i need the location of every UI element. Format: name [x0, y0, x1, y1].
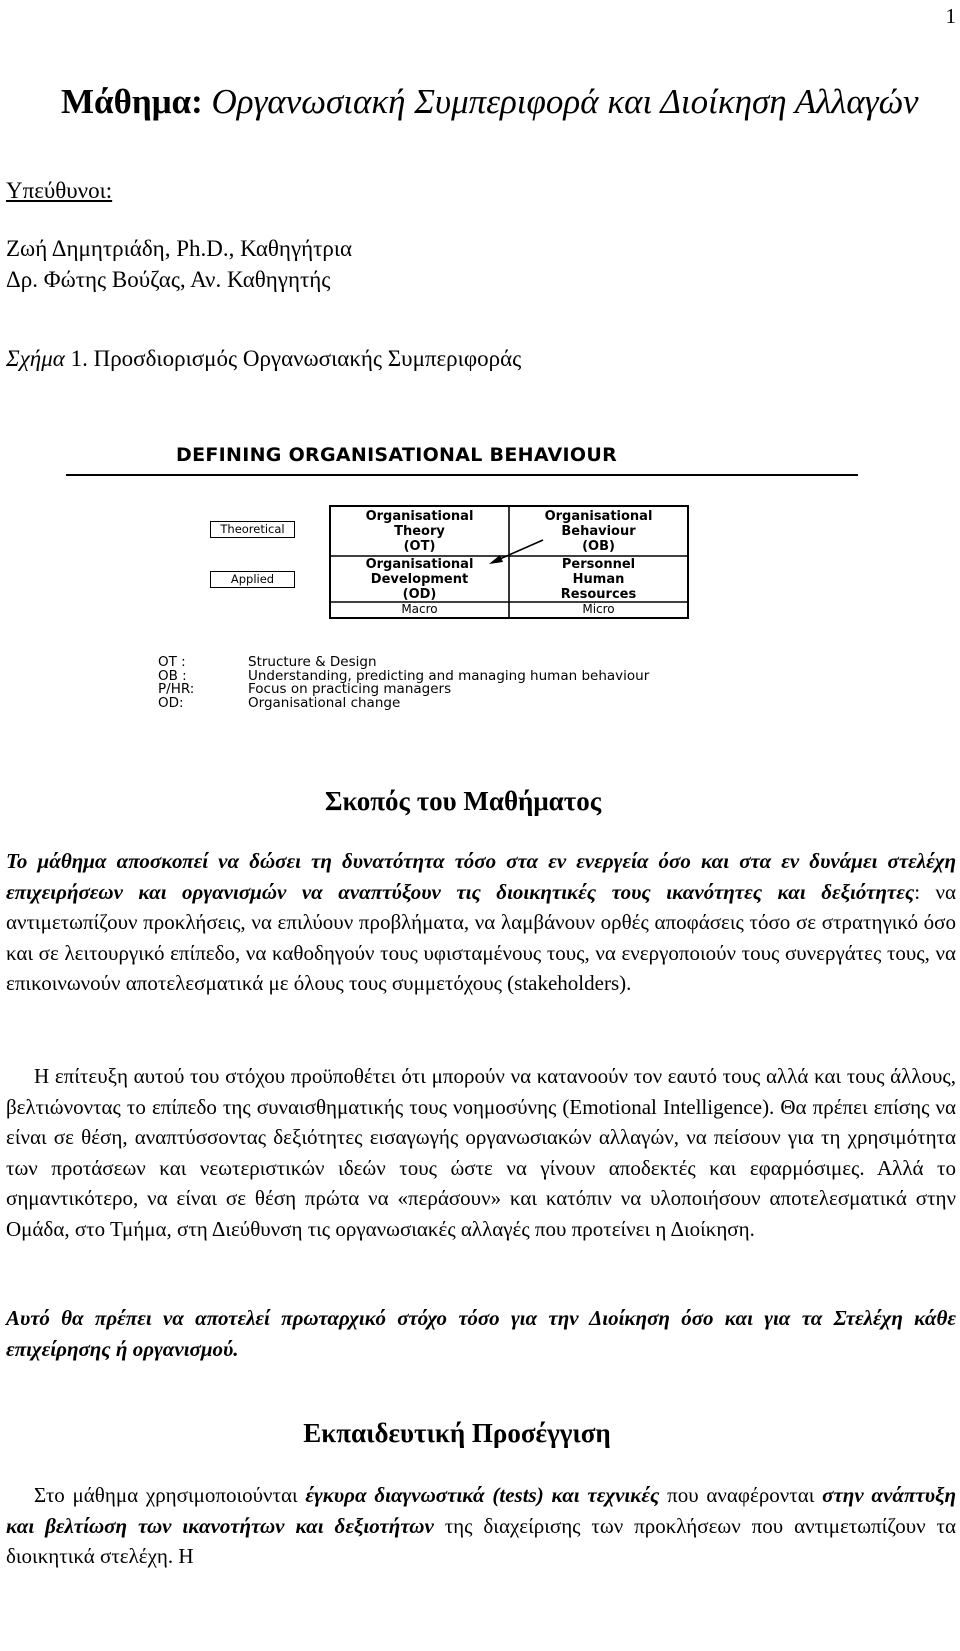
approach-text: που αναφέρονται [659, 1483, 823, 1507]
approach-emphasis: έγκυρα διαγνωστικά (tests) και τεχνικές [305, 1483, 660, 1507]
figure-caption-text: 1. Προσδιορισμός Οργανωσιακής Συμπεριφοράς [64, 346, 522, 371]
definition-text: Organisational change [248, 694, 401, 711]
row-label-theoretical: Theoretical [210, 521, 295, 538]
cell-line: Theory [394, 524, 445, 539]
definition-abbr: OD: [158, 694, 184, 711]
section-heading-purpose: Σκοπός του Μαθήματος [324, 786, 602, 816]
cell-organisational-behaviour [509, 509, 688, 554]
approach-text: Στο μάθημα χρησιμοποιούνται [34, 1483, 306, 1507]
approach-emphasis: στην ανάπτυξη και βελτίωση των ικανοτήτων και δεξιοτήτων [6, 1483, 956, 1538]
definition-abbr: P/HR: [158, 681, 195, 697]
col-label-macro: Macro [401, 602, 438, 616]
responsible-person-2: Δρ. Φώτης Βούζας, Αν. Καθηγητής [6, 267, 331, 292]
cell-line: Personnel [561, 557, 636, 572]
cell-line: Behaviour [561, 524, 636, 539]
cell-organisational-theory [330, 509, 509, 554]
approach-paragraph [6, 1480, 956, 1572]
col-label-micro: Micro [582, 602, 615, 616]
course-title [61, 82, 919, 122]
cell-line: Development [370, 572, 469, 587]
row-label-applied: Applied [210, 571, 295, 588]
cell-line: (OB) [582, 539, 615, 554]
figure-heading: DEFINING ORGANISATIONAL BEHAVIOUR [176, 444, 618, 466]
course-title-name: Οργανωσιακή Συμπεριφορά και Διοίκηση Αλλαγών [211, 82, 919, 121]
cell-organisational-development [330, 557, 509, 602]
purpose-text: : να αντιμετωπίζουν προκλήσεις, να επιλύουν προβλήματα, να λαμβάνουν ορθές αποφάσεις τόσο σε στρατηγικό όσο και σε λειτουργικό επίπεδο, να καθοδηγούν τους υφισταμένους τους, να ενεργοποιούν τους συνεργάτες τους, να επικοινωνούν αποτελεσματικά με όλους τους συμμετόχους (stakeholders). [6, 879, 956, 995]
approach-text: της διαχείρισης των προκλήσεων που αντιμετωπίζουν τα διοικητικά στελέχη. Η [6, 1513, 956, 1568]
definition-abbrs [158, 656, 194, 710]
purpose-paragraph-1 [6, 846, 956, 999]
figure-caption [6, 346, 521, 372]
definition-abbr: OT : [158, 654, 186, 670]
cell-line: (OT) [403, 539, 436, 554]
cell-line: Organisational [544, 509, 653, 524]
definition-text: Structure & Design [248, 654, 377, 670]
cell-line: Human [572, 572, 625, 587]
purpose-conclusion: Αυτό θα πρέπει να αποτελεί πρωταρχικό στόχο τόσο για την Διοίκηση όσο και για τα Στελέχη κάθε επιχείρησης ή οργανισμού. [6, 1306, 956, 1361]
purpose-paragraph-2: Η επίτευξη αυτού του στόχου προϋποθέτει ότι μπορούν να κατανοούν τον εαυτό τους αλλά και τους άλλους, βελτιώνοντας το επίπεδο της συναισθηματικής τους νοημοσύνης (Emotional Intelligence). Θα πρέπει επίσης να είναι σε θέση, αναπτύσσοντας δεξιότητες εισαγωγής οργανωσιακών αλλαγών, να πείσουν για τη χρησιμότητα των προτάσεων και νεωτεριστικών ιδεών τους ώστε να γίνουν αποδεκτές και εφαρμόσιμες. Αλλά το σημαντικότερο, να είναι σε θέση πρώτα να «περάσουν» και κατόπιν να υλοποιήσουν αποτελεσματικά στην Ομάδα, στο Τμήμα, στη Διεύθυνση τις οργανωσιακές αλλαγές που προτείνει η Διοίκηση. [6, 1064, 956, 1241]
cell-line: Organisational [365, 509, 474, 524]
definition-text: Focus on practicing managers [248, 681, 452, 697]
page-number: 1 [945, 4, 956, 28]
definition-text: Understanding, predicting and managing human behaviour [248, 667, 650, 684]
cell-line: (OD) [402, 587, 437, 602]
cell-line: Resources [560, 587, 637, 602]
definition-abbr: OB : [158, 667, 187, 684]
responsible-person-1: Ζωή Δημητριάδη, Ph.D., Καθηγήτρια [6, 236, 353, 261]
purpose-emphasis: Το μάθημα αποσκοπεί να δώσει τη δυνατότητα τόσο στα εν ενεργεία όσο και στα εν δυνάμει στελέχη επιχειρήσεων και οργανισμών να αναπτύξουν τις διοικητικές τους ικανότητες και δεξιότητες [6, 849, 956, 904]
course-title-label: Μάθημα: [61, 82, 203, 121]
cell-line: Organisational [365, 557, 474, 572]
definition-texts [248, 656, 649, 710]
section-heading-approach: Εκπαιδευτική Προσέγγιση [303, 1418, 611, 1448]
figure-caption-italic: Σχήμα [6, 346, 65, 371]
cell-personnel-hr [509, 557, 688, 602]
purpose-paragraph-3 [6, 1303, 956, 1364]
responsible-heading: Υπεύθυνοι: [6, 178, 113, 203]
